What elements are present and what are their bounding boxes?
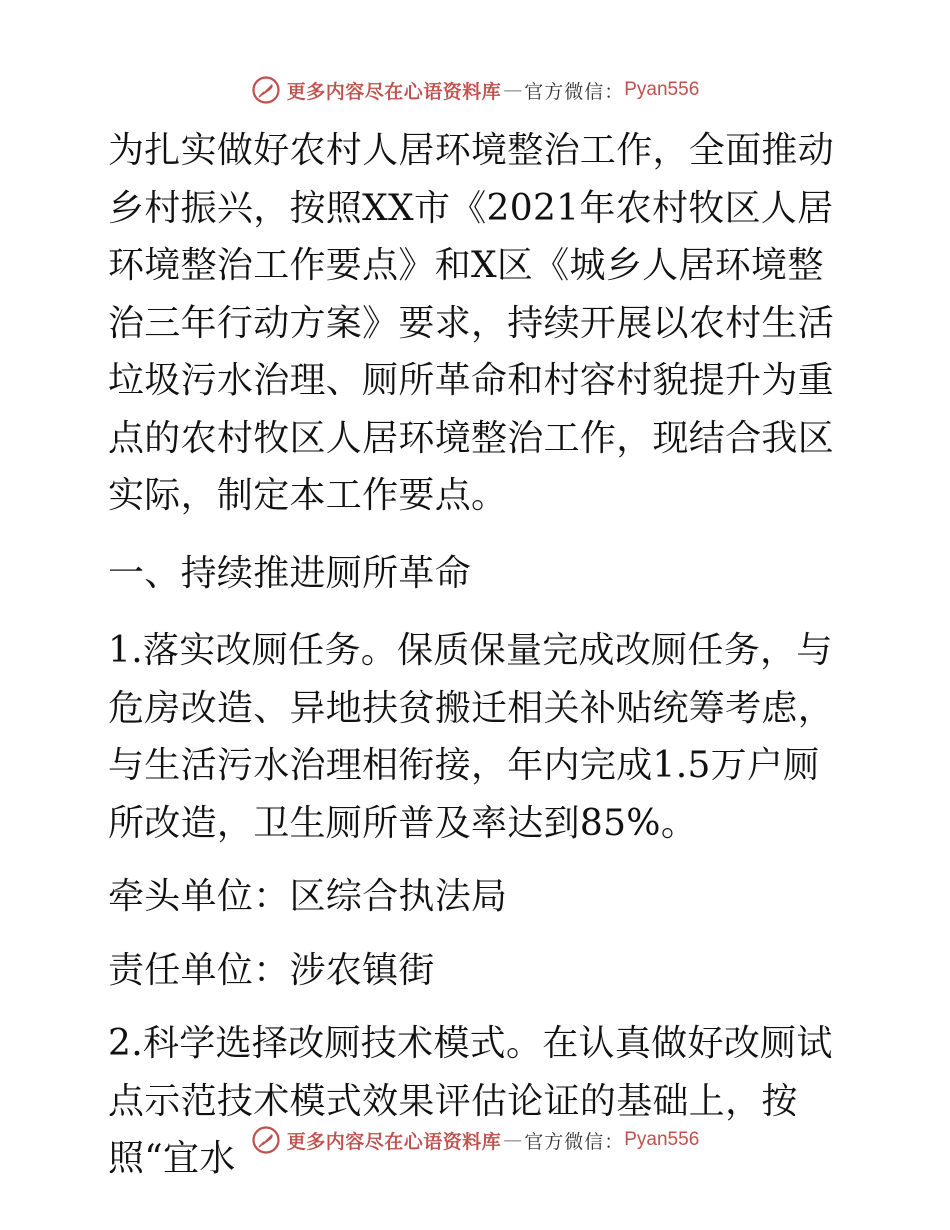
section-heading: 一、持续推进厕所革命 [108,552,472,594]
watermark-wechat-id: Pyan556 [624,79,700,100]
watermark-dash: — [503,79,523,101]
document-body [98,122,850,1188]
item-1-paragraph: 1.落实改厕任务。保质保量完成改厕任务，与危房改造、异地扶贫搬迁相关补贴统筹考虑，与生活污水治理相衔接，年内完成1.5万户厕所改造，卫生厕所普及率达到85%。 [108,630,835,844]
quill-logo-icon [251,1125,281,1155]
intro-paragraph: 为扎实做好农村人居环境整治工作，全面推动乡村振兴，按照XX市《2021年农村牧区人居环境整治工作要点》和X区《城乡人居环境整治三年行动方案》要求，持续开展以农村生活垃圾污水治理、厕所革命和村容村貌提升为重点的农村牧区人居环境整治工作，现结合我区实际，制定本工作要点。 [108,130,835,516]
watermark-footer [0,1120,950,1160]
lead-unit-line: 牵头单位：区综合执法局 [108,876,508,917]
watermark-header [0,70,950,110]
item-2-paragraph: 2.科学选择改厕技术模式。在认真做好改厕试点示范技术模式效果评估论证的基础上，按照“宜水 [108,1023,833,1179]
responsible-unit-line: 责任单位：涉农镇街 [108,949,435,991]
watermark-site-text: 更多内容尽在心语资料库 [286,1130,502,1153]
watermark-wechat-id: Pyan556 [624,1129,700,1150]
watermark-wechat-label: 官方微信： [524,1130,625,1153]
watermark-site-text: 更多内容尽在心语资料库 [286,80,502,103]
watermark-dash: — [503,1129,523,1151]
watermark-wechat-label: 官方微信： [524,80,625,103]
quill-logo-icon [251,75,281,105]
